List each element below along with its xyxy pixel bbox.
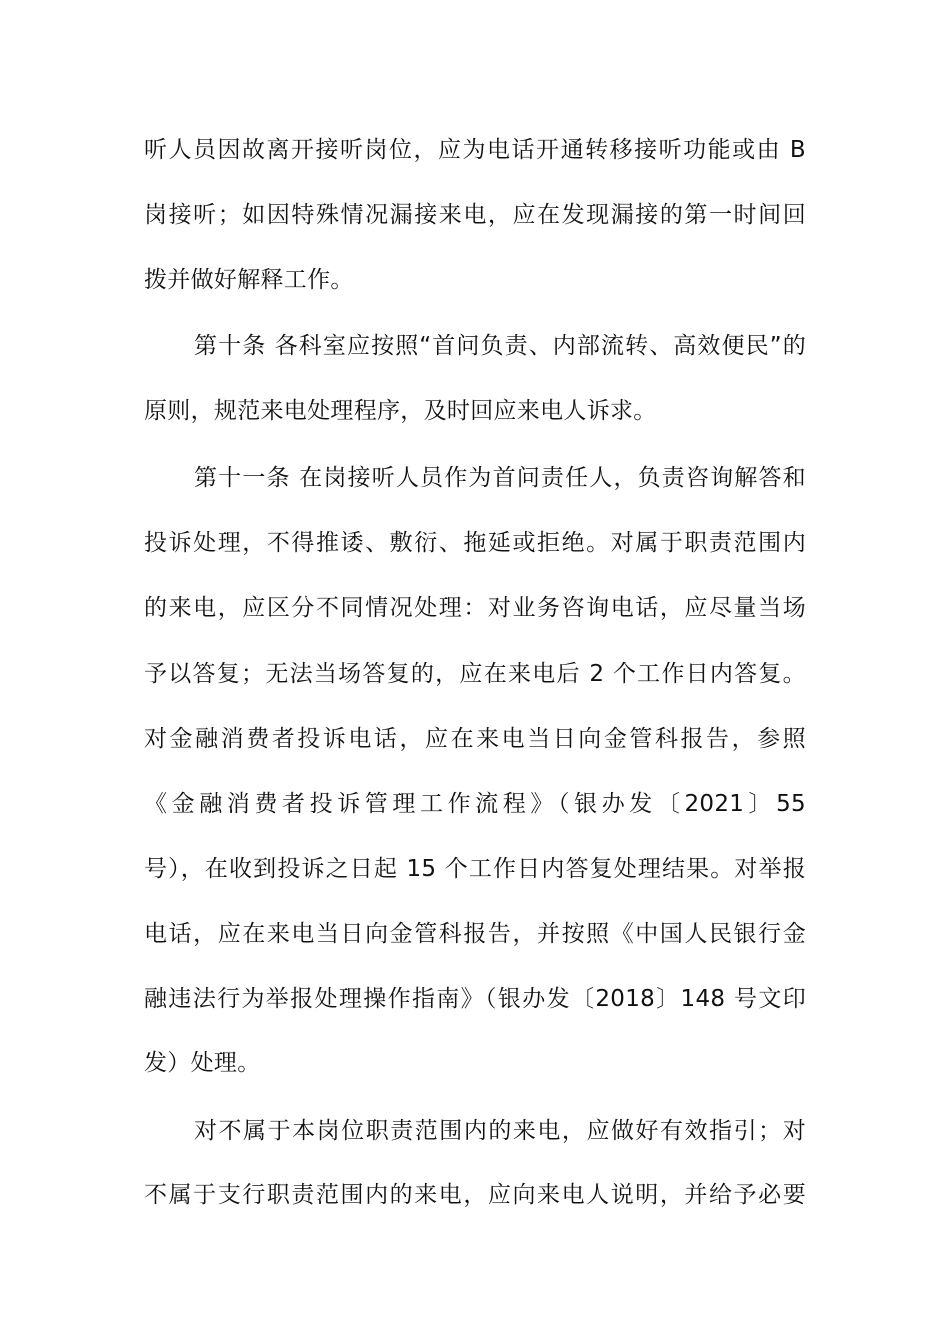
text-line: 《金融消费者投诉管理工作流程》（银办发〔2021〕55: [144, 791, 806, 817]
text-line: 的来电，应区分不同情况处理：对业务咨询电话，应尽量当场: [144, 595, 806, 621]
text-line: 予以答复；无法当场答复的，应在来电后 2 个工作日内答复。: [144, 661, 806, 687]
text-line: 拨并做好解释工作。: [144, 267, 354, 293]
text-line: 对不属于本岗位职责范围内的来电，应做好有效指引；对: [194, 1118, 806, 1144]
text-line: 听人员因故离开接听岗位，应为电话开通转移接听功能或由 B: [144, 137, 806, 163]
text-line: 投诉处理，不得推诿、敷衍、拖延或拒绝。对属于职责范围内: [144, 530, 806, 556]
text-line: 对金融消费者投诉电话，应在来电当日向金管科报告，参照: [144, 726, 806, 752]
text-line: 号），在收到投诉之日起 15 个工作日内答复处理结果。对举报: [144, 856, 806, 882]
text-line: 电话，应在来电当日向金管科报告，并按照《中国人民银行金: [144, 921, 806, 947]
text-line: 原则，规范来电处理程序，及时回应来电人诉求。: [144, 398, 657, 424]
text-line: 不属于支行职责范围内的来电，应向来电人说明，并给予必要: [144, 1182, 806, 1208]
text-line: 第十一条 在岗接听人员作为首问责任人，负责咨询解答和: [194, 465, 806, 491]
text-line: 发）处理。: [144, 1050, 261, 1076]
text-line: 第十条 各科室应按照“首问负责、内部流转、高效便民”的: [194, 333, 806, 359]
text-line: 岗接听；如因特殊情况漏接来电，应在发现漏接的第一时间回: [144, 202, 806, 228]
text-line: 融违法行为举报处理操作指南》（银办发〔2018〕148 号文印: [144, 986, 806, 1012]
